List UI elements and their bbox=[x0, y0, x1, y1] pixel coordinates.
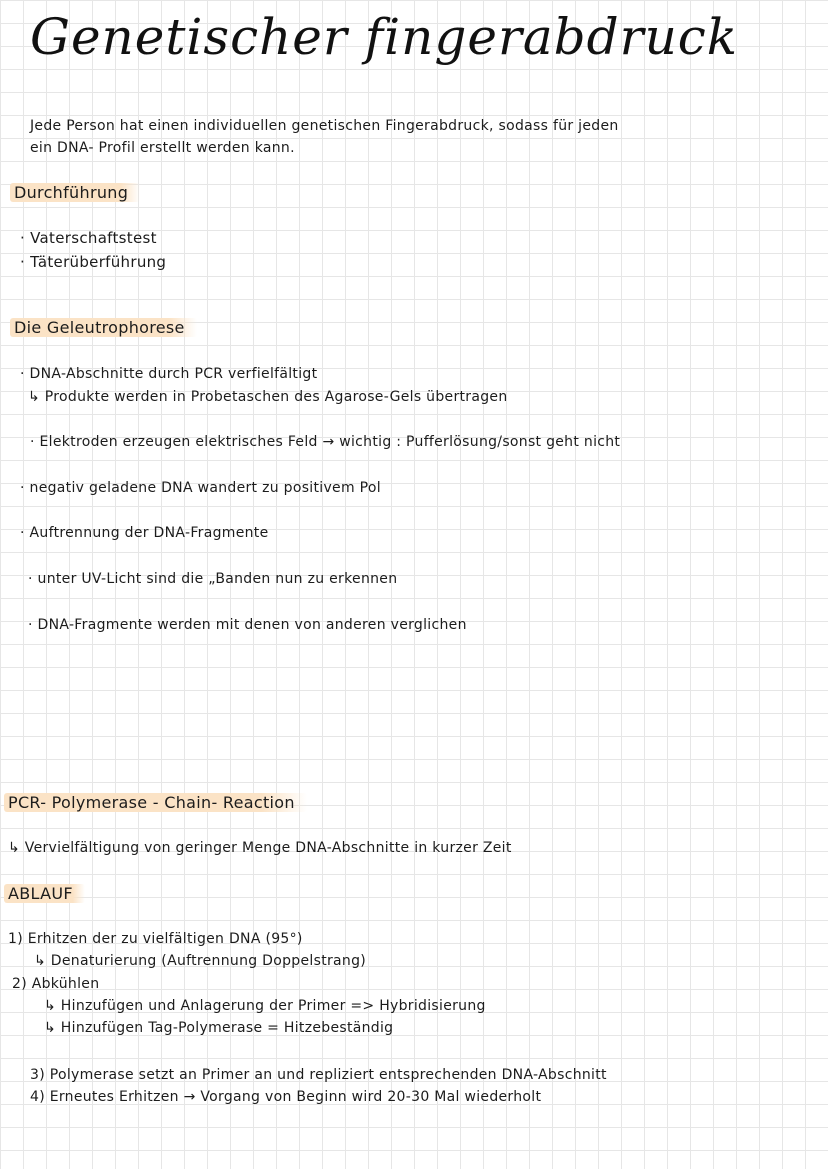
ablauf-step: 4) Erneutes Erhitzen → Vorgang von Beginn wird 20-30 Mal wiederholt bbox=[30, 1089, 542, 1105]
ablauf-substep: ↳ Hinzufügen und Anlagerung der Primer => Hybridisierung bbox=[44, 998, 486, 1014]
durchfuehrung-heading-text: Durchführung bbox=[10, 183, 140, 202]
list-item: · DNA-Fragmente werden mit denen von anderen verglichen bbox=[28, 617, 467, 633]
intro-line-2: ein DNA- Profil erstellt werden kann. bbox=[30, 140, 295, 156]
pcr-subline: ↳ Vervielfältigung von geringer Menge DNA-Abschnitte in kurzer Zeit bbox=[8, 840, 512, 856]
pcr-heading-text: PCR- Polymerase - Chain- Reaction bbox=[4, 793, 307, 812]
bullet-mark: · bbox=[20, 480, 25, 496]
list-item: · negativ geladene DNA wandert zu positivem Pol bbox=[20, 480, 381, 496]
arrow-icon: ↳ bbox=[34, 953, 47, 969]
ablauf-step: 3) Polymerase setzt an Primer an und repliziert entsprechenden DNA-Abschnitt bbox=[30, 1067, 607, 1083]
bullet-mark: · bbox=[30, 434, 35, 450]
ablauf-substep: ↳ Denaturierung (Auftrennung Doppelstrang) bbox=[34, 953, 367, 969]
list-item: · DNA-Abschnitte durch PCR verfielfältigt bbox=[20, 366, 318, 382]
arrow-icon: ↳ bbox=[28, 389, 41, 405]
bullet-mark: · bbox=[28, 617, 33, 633]
ablauf-substep: ↳ Hinzufügen Tag-Polymerase = Hitzebeständig bbox=[44, 1020, 394, 1036]
list-item: · Elektroden erzeugen elektrisches Feld → wichtig : Pufferlösung/sonst geht nicht bbox=[30, 434, 621, 450]
arrow-icon: ↳ bbox=[8, 840, 21, 856]
pcr-heading bbox=[4, 793, 307, 812]
list-item: · Täterüberführung bbox=[20, 253, 167, 271]
bullet-mark: · bbox=[20, 366, 25, 382]
list-item: · Auftrennung der DNA-Fragmente bbox=[20, 525, 269, 541]
bullet-mark: · bbox=[20, 253, 26, 271]
ablauf-heading-text: ABLAUF bbox=[4, 884, 85, 903]
ablauf-step: 2) Abkühlen bbox=[12, 976, 100, 992]
gelelektrophorese-heading bbox=[10, 318, 197, 337]
list-item: · Vaterschaftstest bbox=[20, 229, 157, 247]
ablauf-step: 1) Erhitzen der zu vielfältigen DNA (95°) bbox=[8, 931, 303, 947]
ablauf-heading bbox=[4, 884, 85, 903]
page-title: Genetischer fingerabdruck bbox=[30, 8, 739, 66]
arrow-icon: ↳ bbox=[44, 1020, 57, 1036]
arrow-icon: ↳ bbox=[44, 998, 57, 1014]
gelelektrophorese-heading-text: Die Geleutrophorese bbox=[10, 318, 197, 337]
intro-line-1: Jede Person hat einen individuellen genetischen Fingerabdruck, sodass für jeden bbox=[30, 118, 619, 134]
list-item: · unter UV-Licht sind die „Banden nun zu erkennen bbox=[28, 571, 398, 587]
durchfuehrung-heading bbox=[10, 183, 140, 202]
bullet-mark: · bbox=[20, 229, 26, 247]
list-subitem: ↳ Produkte werden in Probetaschen des Agarose-Gels übertragen bbox=[28, 389, 508, 405]
bullet-mark: · bbox=[28, 571, 33, 587]
bullet-mark: · bbox=[20, 525, 25, 541]
